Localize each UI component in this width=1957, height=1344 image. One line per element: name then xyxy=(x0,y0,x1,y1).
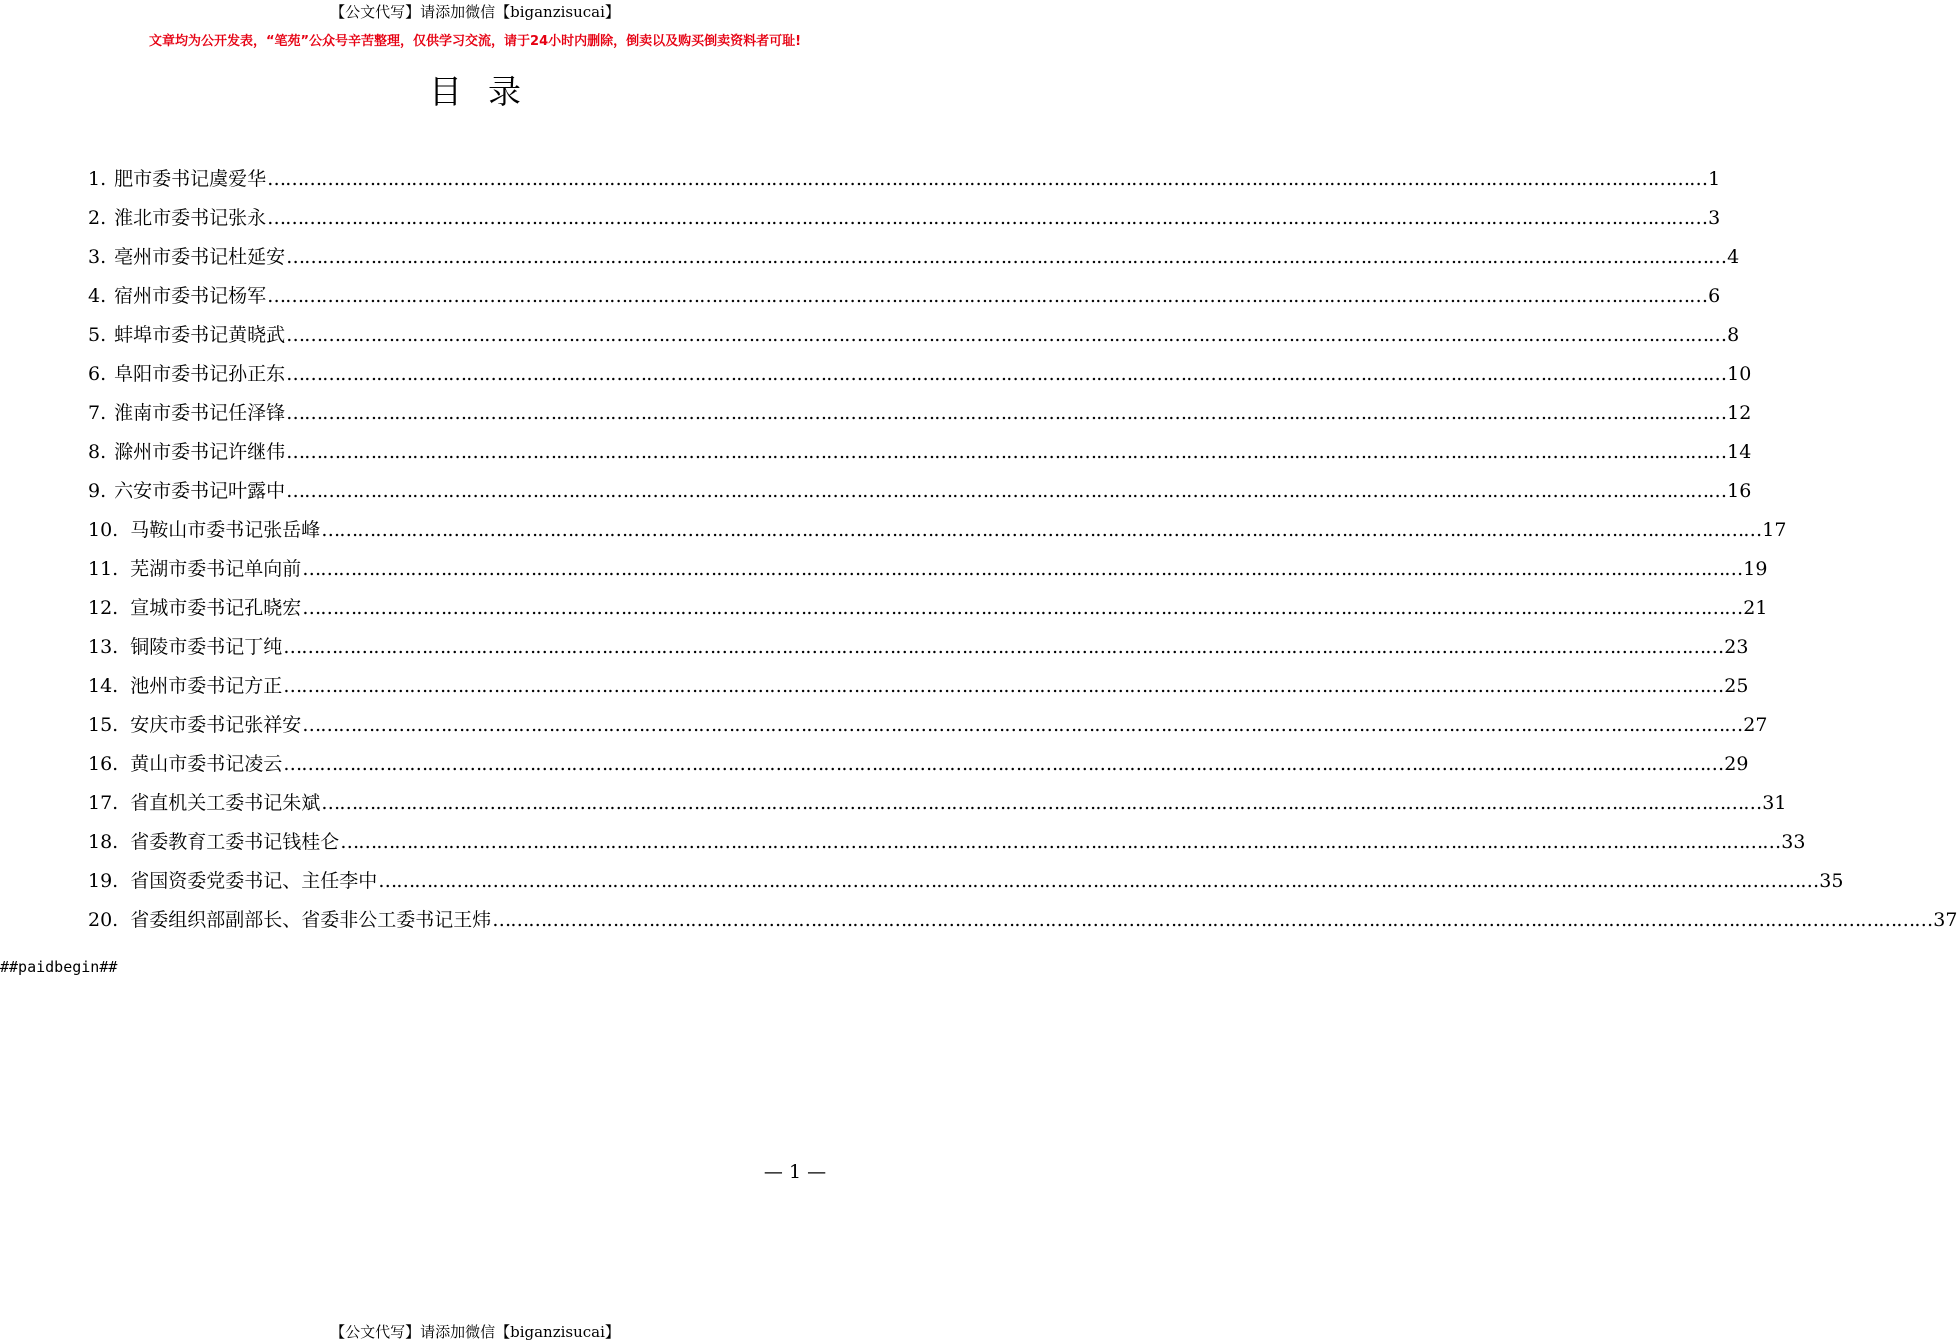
toc-item[interactable] xyxy=(88,745,1749,784)
toc-leader-dots: …………………………………………………………………………………………………………………………………………………………………………………………………………………… xyxy=(267,285,1708,307)
toc-page-number: 3 xyxy=(1708,207,1721,229)
toc-entry-label: 黄山市委书记凌云 xyxy=(130,753,283,775)
toc-entry-text xyxy=(88,277,266,316)
toc-entry-label: 铜陵市委书记丁纯 xyxy=(130,636,283,658)
toc-item[interactable] xyxy=(88,472,1752,511)
toc-leader-dots: …………………………………………………………………………………………………………………………………………………………………………………………………………………… xyxy=(492,909,1933,931)
toc-entry-text xyxy=(88,550,301,589)
toc-entry-number: 14. xyxy=(88,675,119,697)
toc-item[interactable] xyxy=(88,394,1752,433)
toc-entry-number: 5. xyxy=(88,324,107,346)
toc-entry-number: 4. xyxy=(88,285,107,307)
toc-entry-label: 安庆市委书记张祥安 xyxy=(130,714,302,736)
toc-entry-label: 省委组织部副部长、省委非公工委书记王炜 xyxy=(130,909,492,931)
toc-item[interactable] xyxy=(88,862,1844,901)
copyright-notice: 文章均为公开发表，“笔苑”公众号辛苦整理，仅供学习交流，请于24小时内删除，倒卖以及购买倒卖资料者可耻! xyxy=(148,34,802,49)
toc-entry-label: 蚌埠市委书记黄晓武 xyxy=(114,324,286,346)
toc-entry-text xyxy=(88,745,282,784)
toc-entry-text xyxy=(88,160,266,199)
toc-leader-dots: …………………………………………………………………………………………………………………………………………………………………………………………………………………… xyxy=(378,870,1819,892)
toc-entry-number: 2. xyxy=(88,207,107,229)
toc-leader-dots: …………………………………………………………………………………………………………………………………………………………………………………………………………………… xyxy=(267,168,1708,190)
toc-item[interactable] xyxy=(88,199,1721,238)
toc-page-number: 12 xyxy=(1727,402,1752,424)
toc-page-number: 8 xyxy=(1727,324,1740,346)
toc-page-number: 6 xyxy=(1708,285,1721,307)
toc-entry-label: 淮北市委书记张永 xyxy=(114,207,267,229)
toc-entry-text xyxy=(88,784,320,823)
toc-leader-dots: …………………………………………………………………………………………………………………………………………………………………………………………………………………… xyxy=(302,714,1743,736)
toc-item[interactable] xyxy=(88,160,1721,199)
toc-leader-dots: …………………………………………………………………………………………………………………………………………………………………………………………………………………… xyxy=(286,402,1727,424)
toc-leader-dots: …………………………………………………………………………………………………………………………………………………………………………………………………………………… xyxy=(286,480,1727,502)
toc-entry-number: 8. xyxy=(88,441,107,463)
toc-entry-label: 宣城市委书记孔晓宏 xyxy=(130,597,302,619)
toc-entry-number: 12. xyxy=(88,597,119,619)
toc-page-number: 37 xyxy=(1933,909,1957,931)
toc-page-number: 17 xyxy=(1762,519,1787,541)
toc-page-number: 10 xyxy=(1727,363,1752,385)
toc-entry-text xyxy=(88,901,491,940)
toc-leader-dots: …………………………………………………………………………………………………………………………………………………………………………………………………………………… xyxy=(321,792,1762,814)
toc-entry-label: 省国资委党委书记、主任李中 xyxy=(130,870,378,892)
toc-item[interactable] xyxy=(88,238,1740,277)
toc-page-number: 21 xyxy=(1743,597,1768,619)
toc-leader-dots: …………………………………………………………………………………………………………………………………………………………………………………………………………………… xyxy=(286,441,1727,463)
toc-item[interactable] xyxy=(88,628,1749,667)
toc-item[interactable] xyxy=(88,433,1752,472)
toc-leader-dots: …………………………………………………………………………………………………………………………………………………………………………………………………………………… xyxy=(302,558,1743,580)
toc-entry-text xyxy=(88,706,301,745)
toc-entry-text xyxy=(88,199,266,238)
toc-leader-dots: …………………………………………………………………………………………………………………………………………………………………………………………………………………… xyxy=(283,675,1724,697)
toc-entry-label: 池州市委书记方正 xyxy=(130,675,283,697)
paid-marker: ##paidbegin## xyxy=(0,958,118,976)
toc-entry-text xyxy=(88,823,339,862)
toc-entry-text xyxy=(88,589,301,628)
toc-entry-label: 滁州市委书记许继伟 xyxy=(114,441,286,463)
toc-item[interactable] xyxy=(88,589,1768,628)
toc-page-number: 1 xyxy=(1708,168,1721,190)
toc-entry-text xyxy=(88,472,285,511)
toc-leader-dots: …………………………………………………………………………………………………………………………………………………………………………………………………………………… xyxy=(340,831,1781,853)
toc-page-number: 25 xyxy=(1724,675,1749,697)
toc-page-number: 4 xyxy=(1727,246,1740,268)
toc-leader-dots: …………………………………………………………………………………………………………………………………………………………………………………………………………………… xyxy=(283,636,1724,658)
toc-item[interactable] xyxy=(88,316,1740,355)
toc-entry-number: 18. xyxy=(88,831,119,853)
toc-entry-text xyxy=(88,511,320,550)
toc-entry-label: 芜湖市委书记单向前 xyxy=(130,558,302,580)
toc-entry-label: 马鞍山市委书记张岳峰 xyxy=(130,519,321,541)
toc-page-number: 35 xyxy=(1819,870,1844,892)
toc-page-number: 19 xyxy=(1743,558,1768,580)
toc-item[interactable] xyxy=(88,667,1749,706)
toc-entry-number: 16. xyxy=(88,753,119,775)
toc-page-number: 31 xyxy=(1762,792,1787,814)
toc-entry-label: 阜阳市委书记孙正东 xyxy=(114,363,286,385)
toc-entry-number: 19. xyxy=(88,870,119,892)
toc-item[interactable] xyxy=(88,550,1768,589)
toc-entry-text xyxy=(88,394,285,433)
toc-entry-label: 宿州市委书记杨军 xyxy=(114,285,267,307)
page-number: — 1 — xyxy=(763,1161,827,1183)
toc-entry-number: 17. xyxy=(88,792,119,814)
toc-leader-dots: …………………………………………………………………………………………………………………………………………………………………………………………………………………… xyxy=(286,363,1727,385)
table-of-contents xyxy=(88,160,1957,940)
toc-entry-text xyxy=(88,667,282,706)
toc-item[interactable] xyxy=(88,355,1752,394)
toc-page-number: 16 xyxy=(1727,480,1752,502)
toc-page-number: 33 xyxy=(1781,831,1806,853)
toc-entry-text xyxy=(88,433,285,472)
toc-entry-text xyxy=(88,628,282,667)
toc-item[interactable] xyxy=(88,784,1787,823)
toc-entry-number: 3. xyxy=(88,246,107,268)
toc-page-number: 14 xyxy=(1727,441,1752,463)
toc-entry-label: 省直机关工委书记朱斌 xyxy=(130,792,321,814)
toc-leader-dots: …………………………………………………………………………………………………………………………………………………………………………………………………………………… xyxy=(267,207,1708,229)
toc-leader-dots: …………………………………………………………………………………………………………………………………………………………………………………………………………………… xyxy=(286,324,1727,346)
toc-leader-dots: …………………………………………………………………………………………………………………………………………………………………………………………………………………… xyxy=(286,246,1727,268)
toc-entry-number: 9. xyxy=(88,480,107,502)
toc-leader-dots: …………………………………………………………………………………………………………………………………………………………………………………………………………………… xyxy=(302,597,1743,619)
toc-entry-text xyxy=(88,238,285,277)
toc-entry-number: 11. xyxy=(88,558,119,580)
toc-entry-label: 淮南市委书记任泽锋 xyxy=(114,402,286,424)
toc-entry-text xyxy=(88,355,285,394)
toc-entry-number: 15. xyxy=(88,714,119,736)
toc-item[interactable] xyxy=(88,823,1806,862)
toc-entry-number: 6. xyxy=(88,363,107,385)
toc-leader-dots: …………………………………………………………………………………………………………………………………………………………………………………………………………………… xyxy=(321,519,1762,541)
toc-page-number: 27 xyxy=(1743,714,1768,736)
toc-entry-number: 7. xyxy=(88,402,107,424)
toc-entry-label: 省委教育工委书记钱桂仑 xyxy=(130,831,340,853)
toc-entry-number: 13. xyxy=(88,636,119,658)
toc-page-number: 23 xyxy=(1724,636,1749,658)
toc-leader-dots: …………………………………………………………………………………………………………………………………………………………………………………………………………………… xyxy=(283,753,1724,775)
toc-item[interactable] xyxy=(88,901,1957,940)
toc-item[interactable] xyxy=(88,706,1768,745)
toc-entry-label: 六安市委书记叶露中 xyxy=(114,480,286,502)
toc-entry-number: 10. xyxy=(88,519,119,541)
toc-entry-number: 1. xyxy=(88,168,107,190)
toc-entry-text xyxy=(88,316,285,355)
toc-entry-label: 肥市委书记虞爱华 xyxy=(114,168,267,190)
toc-entry-text xyxy=(88,862,377,901)
toc-item[interactable] xyxy=(88,511,1787,550)
header-contact: 【公文代写】请添加微信【biganzisucai】 xyxy=(330,3,620,21)
toc-entry-label: 亳州市委书记杜延安 xyxy=(114,246,286,268)
toc-page-number: 29 xyxy=(1724,753,1749,775)
toc-title: 目录 xyxy=(429,72,547,111)
footer-contact: 【公文代写】请添加微信【biganzisucai】 xyxy=(330,1323,620,1341)
toc-entry-number: 20. xyxy=(88,909,119,931)
toc-item[interactable] xyxy=(88,277,1721,316)
